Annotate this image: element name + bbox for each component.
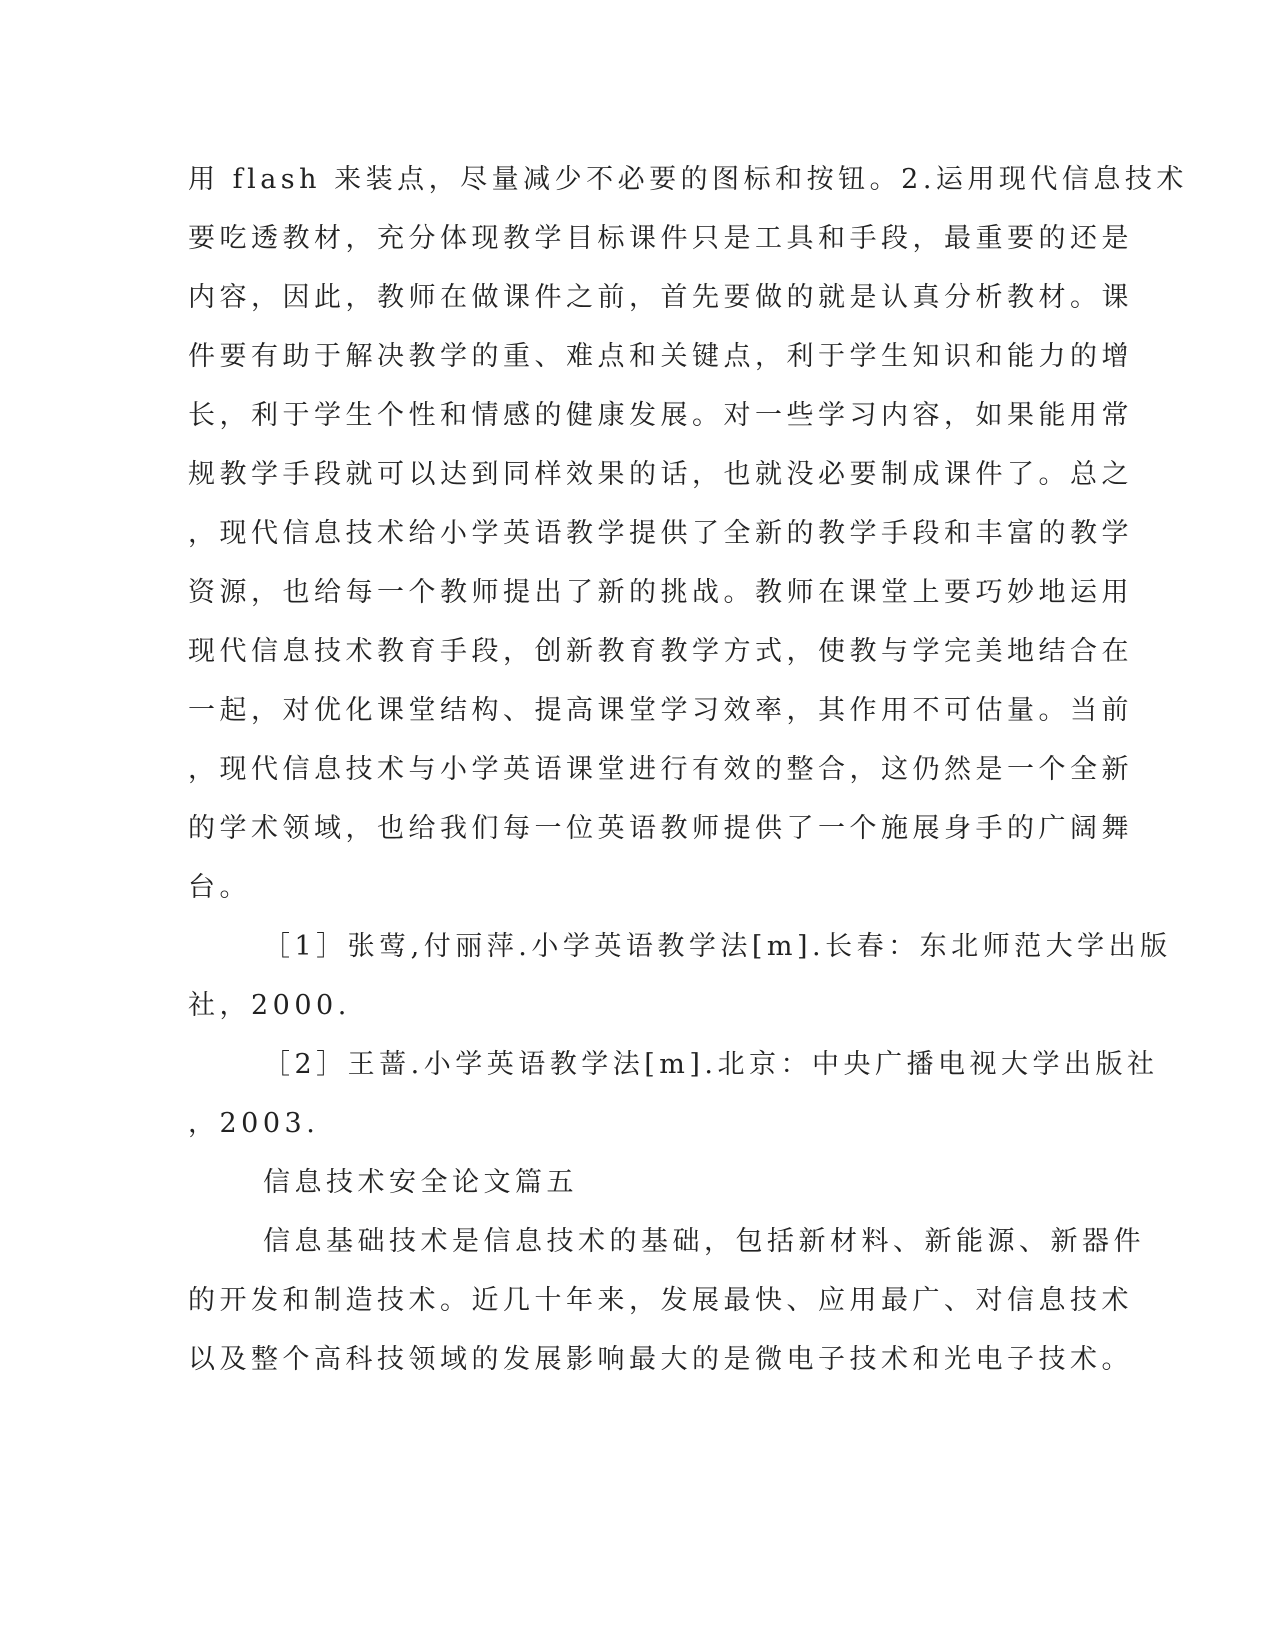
body-text-line: 长，利于学生个性和情感的健康发展。对一些学习内容，如果能用常 [188, 400, 1133, 431]
body-text-line: 以及整个高科技领域的发展影响最大的是微电子技术和光电子技术。 [188, 1344, 1133, 1375]
body-text-line: 现代信息技术教育手段，创新教育教学方式，使教与学完美地结合在 [188, 636, 1133, 667]
body-text-line: ，现代信息技术给小学英语教学提供了全新的教学手段和丰富的教学 [188, 518, 1133, 549]
body-text-line: 的开发和制造技术。近几十年来，发展最快、应用最广、对信息技术 [188, 1285, 1133, 1316]
body-text-line: 内容，因此，教师在做课件之前，首先要做的就是认真分析教材。课 [188, 282, 1133, 313]
reference-1-line: ［1］张莺,付丽萍.小学英语教学法[m].长春：东北师范大学出版 [263, 931, 1172, 962]
body-text-line: 资源，也给每一个教师提出了新的挑战。教师在课堂上要巧妙地运用 [188, 577, 1133, 608]
body-text-line: 件要有助于解决教学的重、难点和关键点，利于学生知识和能力的增 [188, 341, 1133, 372]
body-text-line: 信息基础技术是信息技术的基础，包括新材料、新能源、新器件 [263, 1226, 1145, 1257]
body-text-line: 用 flash 来装点，尽量减少不必要的图标和按钮。2.运用现代信息技术 [188, 164, 1188, 195]
reference-2-line: ，2003. [188, 1108, 320, 1139]
reference-1-line: 社，2000. [188, 990, 351, 1021]
body-text-line: ，现代信息技术与小学英语课堂进行有效的整合，这仍然是一个全新 [188, 754, 1133, 785]
body-text-line: 一起，对优化课堂结构、提高课堂学习效率，其作用不可估量。当前 [188, 695, 1133, 726]
section-heading: 信息技术安全论文篇五 [263, 1167, 578, 1198]
reference-2-line: ［2］王蔷.小学英语教学法[m].北京：中央广播电视大学出版社 [263, 1049, 1159, 1080]
body-text-line: 要吃透教材，充分体现教学目标课件只是工具和手段，最重要的还是 [188, 223, 1133, 254]
body-text-line: 的学术领域，也给我们每一位英语教师提供了一个施展身手的广阔舞 [188, 813, 1133, 844]
body-text-line: 台。 [188, 872, 251, 903]
body-text-line: 规教学手段就可以达到同样效果的话，也就没必要制成课件了。总之 [188, 459, 1133, 490]
